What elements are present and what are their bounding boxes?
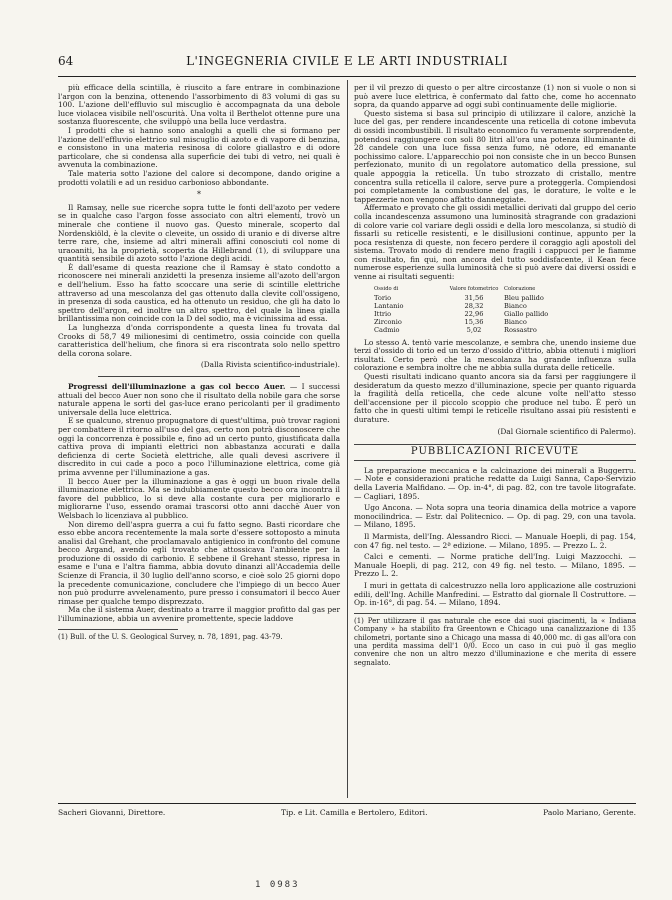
paragraph: Lo stesso A. tentò varie mescolanze, e sembra che, unendo insieme due terzi d'ossido di torio ed un terzo d'ossido d'ittrio, abbia ottenuti i migliori risultati. Certo però che la mescolanza ha grande influenza sulla colorazione e sembra inoltre che ne abbia sulla durata delle reticelle.: [354, 337, 636, 373]
left-column: [58, 84, 340, 641]
paragraph: Il Ramsay, nelle sue ricerche sopra tutte le fonti dell'azoto per vedere se in qualche caso l'argon fosse associato con altri elementi, trovò un minerale che contiene il nuovo gas. Questo minerale, scoperto dal Nordenskiöld, è la clevite o cleveite, un ossido di uranio e di diverse altre terre rare, che, insieme ad altri minerali affini conosciuti col nome di uraoaniti, ha la proprietà, scoperta da Hillebrand (1), di sviluppare una quantità sensibile di azoto sotto l'azione degli acidi.: [58, 202, 340, 264]
table-cell: Lantanio: [374, 301, 404, 310]
table-cell: 31,56: [464, 293, 484, 302]
paragraph: E se qualcuno, strenuo propugnatore di quest'ultima, può trovar ragioni per combattere il ritorno all'uso del gas, certo non potrà disconoscere che oggi la concorrenza è possibile e, fino ad un certo punto, giustificata dalla cattiva prova di impianti elettrici non abbastanza accurati e dalla deficienza di certe Società elettriche, alle quali devesi ascrivere il discredito in cui cade a poco a poco l'illuminazione elettrica, come già prima avvenne per l'illuminazione a gas.: [58, 416, 340, 477]
table-cell: Torio: [374, 293, 392, 302]
footnote: (1) Per utilizzare il gas naturale che esce dai suoi giacimenti, la « Indiana Company » ha stabilito fra Greentown e Chicago una canalizzazione di 135 chilometri, portante sino a Chicago una massa di 40,000 mc. di gas all'ora con una perdita massima dell'1 0/0. Ecco un caso in cui può il gas meglio convenire che non un altro mezzo d'illuminazione e che merita di essere segnalato.: [354, 616, 636, 667]
paragraph: più efficace della scintilla, è riuscito a fare entrare in combinazione l'argon con la benzina, ottenendo l'assorbimento di 83 volumi di gas su 100. L'azione dell'effluvio sul miscuglio è accompagnata da una debole luce violacea visibile nell'oscurità. Una volta il Berthelot ottenne pure una sostanza fluorescente, che sviluppò una bella luce verdastra.: [58, 83, 340, 127]
table-cell: Cadmio: [374, 326, 400, 335]
column-divider: [347, 80, 348, 798]
footnote-rule: [58, 629, 178, 630]
paragraph: Questi risultati indicano quanto ancora sia da farsi per raggiungere il desideratum da questo mezzo d'illuminazione, specie per quanto riguarda la fragilità della reticella, che cede alcune volte nell'atto stesso dell'accensione per il piccolo scoppio che produce nel tubo. È però un fatto che in questi ultimi tempi le reticelle risultano assai più resistenti e durature.: [354, 372, 636, 425]
page-number: 64: [58, 54, 74, 68]
oxide-table: [364, 286, 604, 335]
paragraph: È dall'esame di questa reazione che il Ramsay è stato condotto a riconoscere nei minerali anzidetti la presenza insieme all'azoto dell'argon e dell'helium. Esso ha fatto scoccare una serie di scintille elettriche attraverso ad una mescolanza del gas ottenuto dalla clevite coll'ossigeno, in presenza di soda caustica, ed ha ottenuto un residuo, che gli ha dato lo spettro dell'argon, ed inoltre un altro spettro, del quale la linea gialla brillantissima non coincide con la D del sodio, ma è vicinissima ad essa.: [58, 262, 340, 324]
archive-stamp: 1 0983: [255, 880, 300, 890]
publications-heading: PUBBLICAZIONI RICEVUTE: [354, 444, 636, 461]
article-title: Progressi dell'illuminazione a gas col becco Auer.: [68, 382, 286, 391]
table-cell: 15,36: [464, 318, 484, 327]
footer-director: Sacheri Giovanni, Direttore.: [58, 808, 166, 817]
paragraph: Affermato e provato che gli ossidi metallici derivati dal gruppo del cerio colla incandescenza assumono una luminosità stragrande con gradazioni di colore varie col variare degli ossidi e della loro mescolanza, si studiò di fissarli su reticelle resistenti, e le disillusioni continue, appunto per la poca resistenza di queste, non fecero perdere il coraggio agli apostoli del sistema. Trovato modo di rendere meno fragili i cappucci per le fiamme con risultato, fin qui, non ancora del tutto soddisfacente, il Kean fece numerose esperienze sulla luminosità che si può avere dai diversi ossidi e venne ai risultati seguenti:: [354, 203, 636, 282]
section-asterisk: *: [197, 190, 201, 200]
table-row: [364, 294, 604, 302]
paragraph: La lunghezza d'onda corrispondente a questa linea fu trovata dal Crooks di 58,7 49 milionesimi di centimetro, ossia coincide con quella caratteristica dell'helium, che finora si era riscontrata solo nello spettro della corona solare.: [58, 323, 340, 358]
footer-manager: Paolo Mariano, Gerente.: [543, 808, 636, 817]
paragraph: Ma che il sistema Auer, destinato a trarre il maggior profitto dal gas per l'illuminazione, abbia un avvenire promettente, specie laddove: [58, 605, 340, 624]
paragraph: Tale materia sotto l'azione del calore si decompone, dando origine a prodotti volatili e ad un residuo carbonioso abbondante.: [58, 168, 340, 187]
source-citation: (Dal Giornale scientifico di Palermo).: [497, 426, 636, 436]
paragraph: Non diremo dell'aspra guerra a cui fu fatto segno. Basti ricordare che esso ebbe ancora recentemente la mala sorte d'essere sottoposto a minuta analisi dal Grehant, che proclamavalo antigienico in confronto del comune becco Argand, avendo egli trovato che attossicava l'ambiente per la produzione di ossido di carbonio. E sebbene il Grehant stesso, ripresa in esame e l'una e l'altra fiamma, abbia dovuto dinanzi all'Accademia delle Scienze di Francia, il 30 luglio dell'anno scorso, e cioè solo 25 giorni dopo la precedente comunicazione, concludere che l'impiego di un becco Auer non può produrre avvelenamento, pure presso i consumatori il becco Auer rimase per qualche tempo disprezzato.: [58, 519, 340, 606]
right-column: [354, 84, 636, 667]
footnote-rule: [354, 613, 636, 614]
table-body: [364, 294, 604, 335]
table-cell: Bianco: [504, 301, 527, 310]
table-cell: Rossastro: [504, 326, 537, 335]
table-row: [364, 326, 604, 334]
table-cell: Giallo pallido: [504, 310, 549, 319]
table-header-cell: Ossido di: [374, 285, 399, 292]
table-cell: 5,02: [466, 326, 482, 335]
footer-rule: [58, 803, 636, 804]
journal-title: L'INGEGNERIA CIVILE E LE ARTI INDUSTRIALI: [186, 54, 508, 68]
table-row: [364, 302, 604, 310]
paragraph: Questo sistema si basa sul principio di utilizzare il calore, anzichè la luce del gas, per rendere incandescente una reticella di cotone imbevuta di ossidi incombustibili. Il risultato economico fu veramente sorprendente, potendosi raggiungere con soli 80 litri all'ora una potenza illuminante di 28 candele con una luce fissa senza fumo, nè odore, ed emanante pochissimo calore. L'apparecchio poi non consiste che in un becco Bunsen perfezionato, munito di un regolatore automatico della pressione, sul quale appoggia la reticella. Un tubo strozzato di cristallo, mentre concentra sulla reticella il calore, serve pure a proteggerla. Compiendosi poi completamente la combustione del gas, le dorature, le volte e le tappezzerie non vengono affatto danneggiate.: [354, 108, 636, 204]
table-row: [364, 318, 604, 326]
footer-printer: Tip. e Lit. Camilla e Bertolero, Editori.: [280, 808, 428, 817]
table-cell: Ittrio: [374, 310, 392, 319]
page-footer: [58, 808, 636, 817]
footnote: (1) Bull. of the U. S. Geological Survey, n. 78, 1891, pag. 43-79.: [58, 632, 283, 641]
page-header: [58, 54, 636, 72]
article-paragraph: [58, 383, 340, 417]
table-cell: Bianco: [504, 318, 527, 327]
journal-page: [58, 0, 636, 900]
table-row: [364, 310, 604, 318]
section-separator: [98, 376, 300, 377]
table-cell: Bleu pallido: [504, 293, 544, 302]
publication-entry: Il Marmista, dell'Ing. Alessandro Ricci. — Manuale Hoepli, di pag. 154, con 47 fig. nel testo. — 2ª edizione. — Milano, 1895. — Prezzo L. 2.: [354, 531, 636, 550]
source-citation: (Dalla Rivista scientifico-industriale).: [200, 360, 340, 370]
paragraph: I prodotti che si hanno sono analoghi a quelli che si formano per l'azione dell'effluvio elettrico sul miscuglio di azoto e di vapore di benzina, e consistono in una materia resinosa di colore giallastro e di odore particolare, che si condensa alla superficie dei tubi di vetro, nei quali è avvenuta la combinazione.: [58, 125, 340, 170]
paragraph: Il becco Auer per la illuminazione a gas è oggi un buon rivale della illuminazione elettrica. Ma se indubbiamente questo becco ora incontra il favore del pubblico, lo si deve alla costante cura per migliorarlo e migliorarne l'uso, essendo oramai trascorsi otto anni dacchè Auer von Welsbach lo licenziava al pubblico.: [58, 476, 340, 520]
table-header-cell: Colorazione: [504, 285, 536, 292]
table-cell: Zirconio: [374, 318, 402, 327]
table-header: [364, 286, 604, 292]
table-header-cell: Valore fotometrico: [449, 285, 499, 292]
article-lead: — I successi attuali del becco Auer non sono che il risultato della nobile gara che sorse naturale appena le sorti del gas-luce erano pericolanti per il gradimento universale della luce elettrica.: [58, 382, 340, 417]
publication-entry: I muri in gettata di calcestruzzo nella loro applicazione alle costruzioni edili, dell'Ing. Achille Manfredini. — Estratto dal giornale Il Costruttore. — Op. in-16°, di pag. 54. — Milano, 1894.: [354, 580, 636, 608]
header-rule: [58, 76, 636, 77]
publication-entry: Ugo Ancona. — Nota sopra una teoria dinamica della motrice a vapore monocilindrica. — Estr. dal Politecnico. — Op. di pag. 29, con una tavola. — Milano, 1895.: [354, 503, 636, 530]
publication-entry: La preparazione meccanica e la calcinazione dei minerali a Buggerru. — Note e considerazioni pratiche redatte da Luigi Sanna, Capo-Servizio della Laveria Malfidano. — Op. in-4°, di pag. 82, con tre tavole litografate. — Cagliari, 1895.: [354, 465, 636, 501]
table-cell: 28,32: [464, 301, 484, 310]
paragraph: per il vil prezzo di questo o per altre circostanze (1) non si vuole o non si può avere luce elettrica, è confermato dal fatto che, come ho accennato sopra, da quando apparve ad oggi subì continuamente delle migliorie.: [354, 83, 636, 110]
table-cell: 22,96: [464, 310, 484, 319]
publication-entry: Calci e cementi. — Norme pratiche dell'Ing. Luigi Mazzocchi. — Manuale Hoepli, di pag. 212, con 49 fig. nel testo. — Milano, 1895. — Prezzo L. 2.: [354, 552, 636, 579]
